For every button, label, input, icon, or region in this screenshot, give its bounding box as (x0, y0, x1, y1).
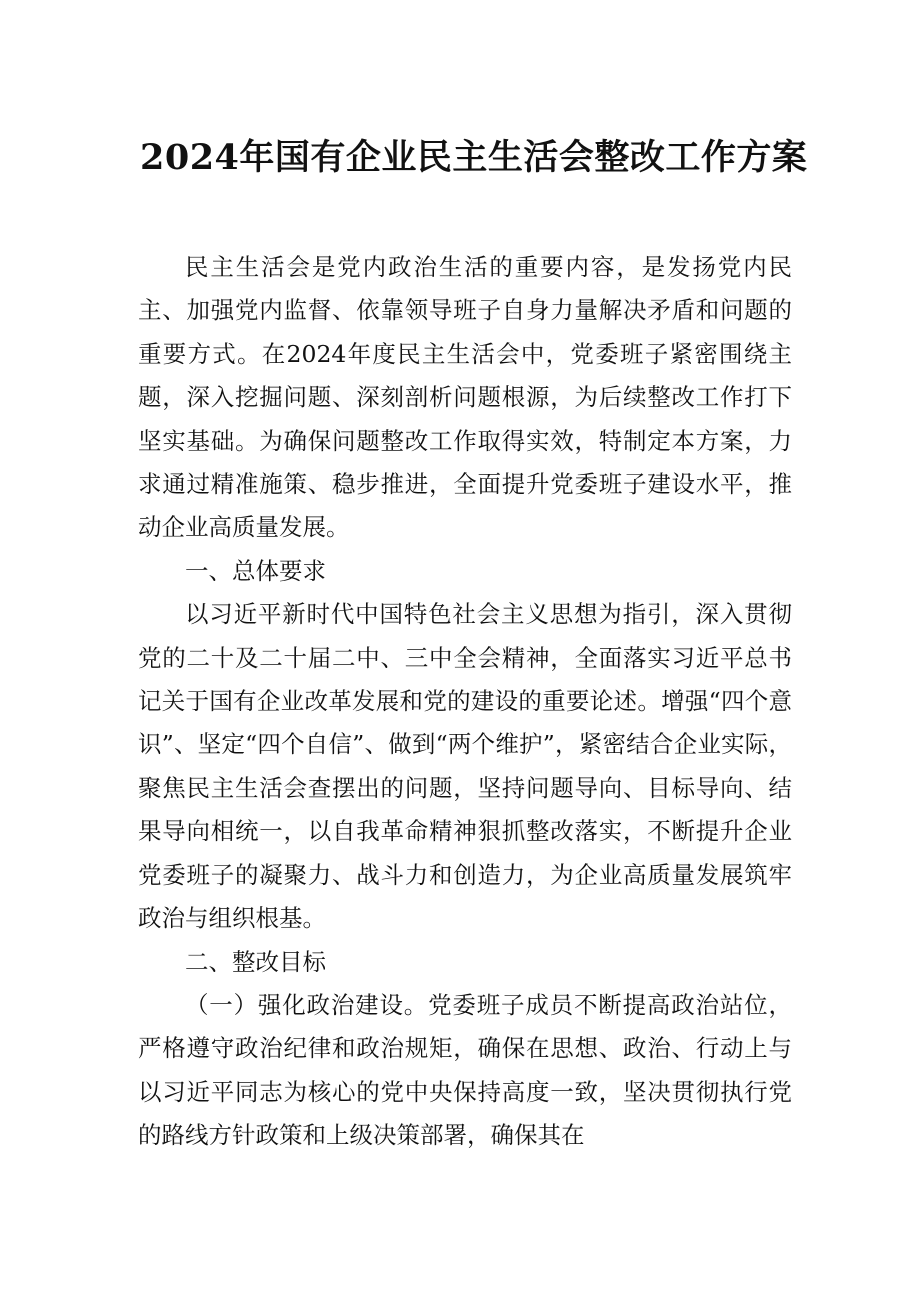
document-title: 2024年国有企业民主生活会整改工作方案 (140, 137, 808, 178)
document-body (138, 246, 792, 1158)
requirements-paragraph: 以习近平新时代中国特色社会主义思想为指引，深入贯彻党的二十及二十届二中、三中全会精神，全面落实习近平总书记关于国有企业改革发展和党的建设的重要论述。增强“四个意识”、坚定“四个自信”、做到“两个维护”，紧密结合企业实际，聚焦民主生活会查摆出的问题，坚持问题导向、目标导向、结果导向相统一，以自我革命精神狠抓整改落实，不断提升企业党委班子的凝聚力、战斗力和创造力，为企业高质量发展筑牢政治与组织根基。 (138, 600, 792, 933)
section-heading-general-requirements: 一、总体要求 (185, 556, 326, 585)
goal-political-construction-paragraph: （一）强化政治建设。党委班子成员不断提高政治站位，严格遵守政治纪律和政治规矩，确保在思想、政治、行动上与以习近平同志为核心的党中央保持高度一致，坚决贯彻执行党的路线方针政策和上级决策部署，确保其在 (138, 990, 792, 1150)
intro-paragraph: 民主生活会是党内政治生活的重要内容，是发扬党内民主、加强党内监督、依靠领导班子自身力量解决矛盾和问题的重要方式。在2024年度民主生活会中，党委班子紧密围绕主题，深入挖掘问题、深刻剖析问题根源，为后续整改工作打下坚实基础。为确保问题整改工作取得实效，特制定本方案，力求通过精准施策、稳步推进，全面提升党委班子建设水平，推动企业高质量发展。 (138, 253, 792, 542)
section-heading-rectification-goals: 二、整改目标 (185, 947, 326, 976)
